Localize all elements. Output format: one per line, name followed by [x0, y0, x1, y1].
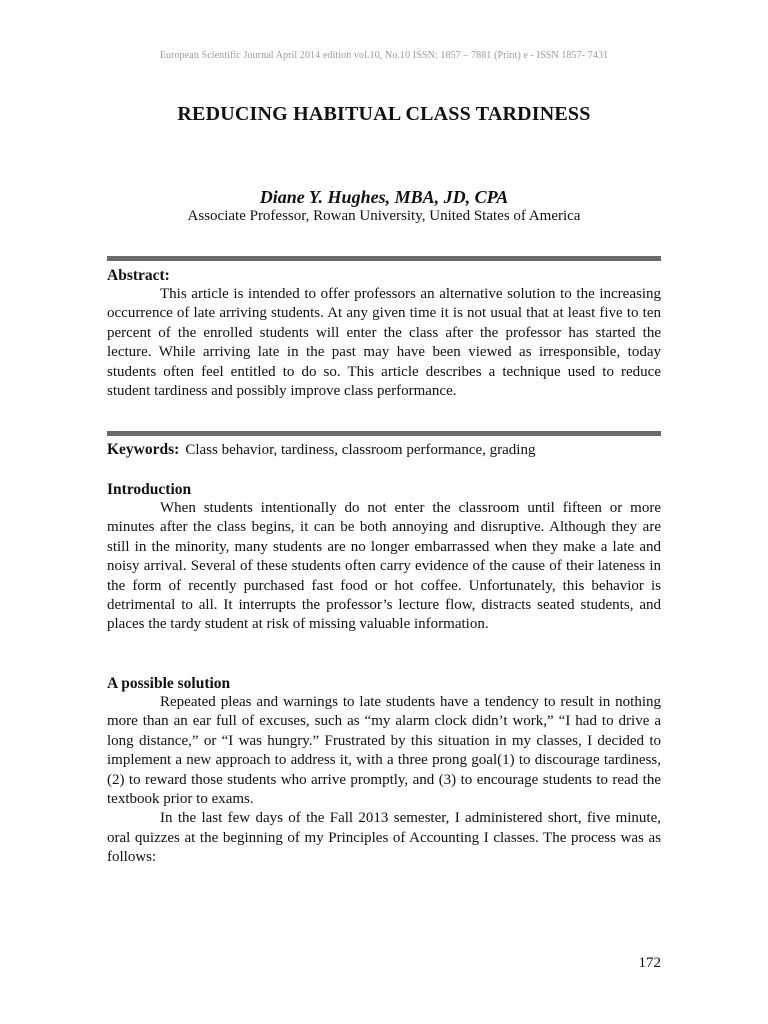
abstract-text: This article is intended to offer professors an alternative solution to the increasing occurrence of late arriving students. At any given time it is not usual that at least five to ten percent of the enrolled students will enter the class after the professor has started the lecture. While arriving late in the past may have been viewed as irresponsible, today students often feel entitled to do so. This article describes a technique used to reduce student tardiness and possibly improve class performance.	[107, 286, 661, 400]
introduction-section	[107, 480, 661, 635]
introduction-heading: Introduction	[107, 481, 192, 498]
abstract-section	[107, 266, 661, 401]
page-number: 172	[638, 955, 661, 971]
running-header: European Scientific Journal April 2014 edition vol.10, No.10 ISSN: 1857 – 7881 (Print) e - ISSN 1857- 7431	[159, 50, 609, 61]
article-title: REDUCING HABITUAL CLASS TARDINESS	[177, 103, 591, 125]
divider-bottom	[107, 431, 661, 436]
keywords-text: Class behavior, tardiness, classroom performance, grading	[185, 442, 536, 458]
author-name: Diane Y. Hughes, MBA, JD, CPA	[259, 187, 509, 207]
solution-section	[107, 674, 661, 868]
keywords-line	[107, 440, 661, 460]
solution-paragraph: Repeated pleas and warnings to late students have a tendency to result in nothing more than an ear full of excuses, such as “my alarm clock didn’t work,” “I had to drive a long distance,” or “I was hungry.” Frustrated by this situation in my classes, I decided to implement a new approach to address it, with a three prong goal(1) to discourage tardiness, (2) to reward those students who arrive promptly, and (3) to encourage students to read the textbook prior to exams.	[107, 694, 661, 808]
keywords-label: Keywords:	[107, 441, 180, 458]
solution-heading: A possible solution	[107, 675, 231, 692]
solution-paragraph: In the last few days of the Fall 2013 semester, I administered short, five minute, oral quizzes at the beginning of my Principles of Accounting I classes. The process was as follows:	[107, 810, 661, 866]
abstract-heading: Abstract:	[107, 267, 170, 284]
divider-top	[107, 256, 661, 261]
introduction-text: When students intentionally do not enter the classroom until fifteen or more minutes after the class begins, it can be both annoying and disruptive. Although they are still in the minority, many students are no longer embarrassed when they make a late and noisy arrival. Several of these students often carry evidence of the cause of their lateness in the form of recently purchased fast food or hot coffee. Unfortunately, this behavior is detrimental to all. It interrupts the professor’s lecture flow, distracts seated students, and places the tardy student at risk of missing valuable information.	[107, 500, 661, 633]
author-affiliation: Associate Professor, Rowan University, United States of America	[187, 208, 581, 224]
